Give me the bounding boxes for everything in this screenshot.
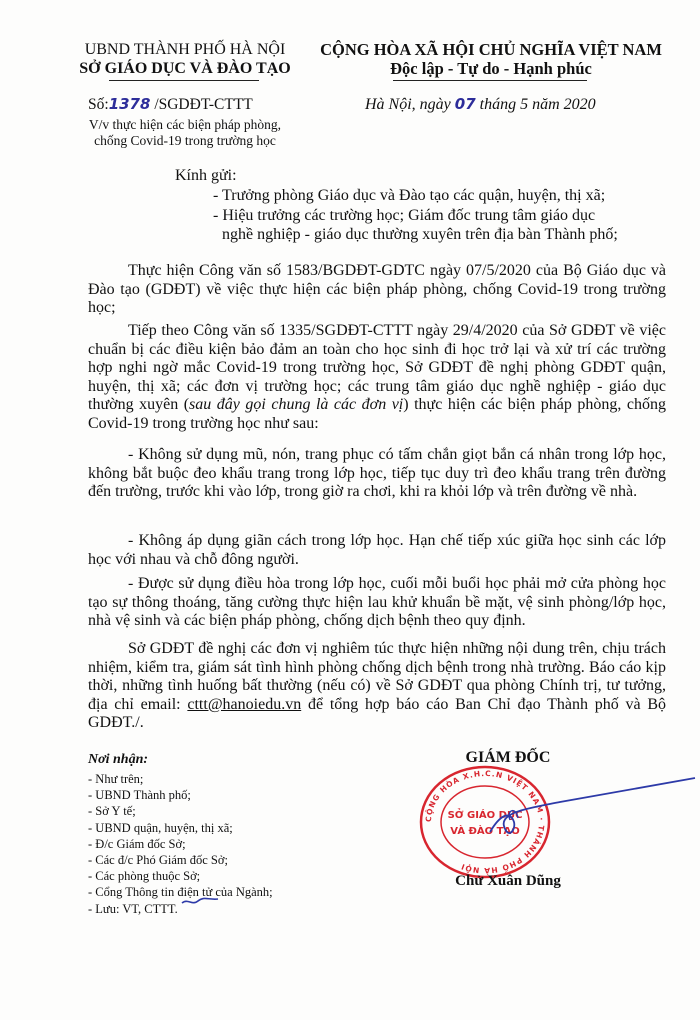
- noi-nhan-item: - Các phòng thuộc Sở;: [88, 869, 201, 884]
- noi-nhan-item: - UBND quận, huyện, thị xã;: [88, 820, 233, 835]
- number-handwritten: 1378: [108, 95, 151, 113]
- national-heading: [296, 40, 686, 78]
- org-line-1: UBND THÀNH PHỐ HÀ NỘI: [84, 41, 286, 58]
- signer-title: GIÁM ĐỐC: [465, 749, 551, 766]
- paragraph-4: - Không áp dụng giãn cách trong lớp học. Hạn chế tiếp xúc giữa học sinh các lớp học với nhau và chỗ đông người.: [88, 532, 666, 568]
- document-date: [365, 95, 596, 114]
- recipient-item-2-line-1: - Hiệu trưởng các trường học; Giám đốc trung tâm giáo dục: [213, 207, 596, 224]
- date-prefix: Hà Nội, ngày: [365, 96, 455, 113]
- number-suffix: /SGDĐT-CTTT: [150, 96, 253, 113]
- subject-line-1: V/v thực hiện các biện pháp phòng,: [88, 117, 282, 132]
- org-underline: [109, 80, 259, 81]
- paragraph-2-text-b: ) thực hiện các biện pháp phòng, chống Covid-19 trong trường học như sau:: [88, 396, 667, 432]
- subject-line-2: chống Covid-19 trong trường học: [94, 133, 276, 148]
- noi-nhan-item: - Cổng Thông tin điện tử của Ngành;: [88, 885, 273, 900]
- paragraph-2-text-a: Tiếp theo Công văn số 1335/SGDĐT-CTTT ngày 29/4/2020 của Sở GDĐT về việc chuẩn bị các điều kiện bảo đảm an toàn cho học sinh đi học trở lại và xử trí các trường hợp nghi ngờ mắc Covid-19 trong trường học, Sở GDĐT đề nghị phòng GDĐT quận, huyện, thị xã; các đơn vị trường học; các trung tâm giáo dục nghề nghiệp - giáo dục thường xuyên (: [88, 322, 666, 413]
- date-suffix: tháng 5 năm 2020: [475, 96, 596, 113]
- signer-name: Chử Xuân Dũng: [455, 873, 561, 889]
- paragraph-6-text-a: Sở GDĐT đề nghị các đơn vị nghiêm túc thực hiện những nội dung trên, chịu trách nhiệm, kiểm tra, giám sát tình hình phòng chống dịch bệnh trong nhà trường. Báo cáo kịp thời, những tình huống bất thường (nếu có) về Sở GDĐT qua phòng Chính trị, tư tưởng, địa chỉ email:: [88, 640, 666, 713]
- noi-nhan-item: - Đ/c Giám đốc Sở;: [88, 836, 186, 851]
- initial-scribble: [180, 894, 220, 908]
- recipient-item-1: - Trưởng phòng Giáo dục và Đào tạo các quận, huyện, thị xã;: [213, 187, 606, 204]
- noi-nhan-item: - Các đ/c Phó Giám đốc Sở;: [88, 853, 228, 868]
- document-number: [88, 95, 253, 114]
- recipient-item-2-line-2: nghề nghiệp - giáo dục thường xuyên trên địa bàn Thành phố;: [222, 226, 618, 243]
- noi-nhan-item: - Lưu: VT, CTTT.: [88, 901, 178, 916]
- paragraph-3: - Không sử dụng mũ, nón, trang phục có tấm chắn giọt bắn cá nhân trong lớp học, không bắt buộc đeo khẩu trang trong lớp học, tiếp tục duy trì đeo khẩu trang trên đường đến trường, trước khi vào lớp, trong giờ ra chơi, khi ra khỏi lớp và trên đường về nhà.: [88, 446, 666, 500]
- paragraph-6: [88, 640, 666, 733]
- org-line-2: SỞ GIÁO DỤC VÀ ĐÀO TẠO: [79, 60, 291, 77]
- stamp-center-line-2: VÀ ĐÀO TẠO: [450, 826, 520, 837]
- date-handwritten: 07: [454, 95, 476, 113]
- nation-line-2: Độc lập - Tự do - Hạnh phúc: [390, 59, 592, 78]
- kinh-gui-label: Kính gửi:: [175, 167, 237, 184]
- email-link[interactable]: cttt@hanoiedu.vn: [187, 695, 302, 713]
- issuing-organization: [60, 40, 310, 78]
- stamp-center-line-1: SỞ GIÁO DỤC: [447, 810, 523, 821]
- noi-nhan-item: - Sở Y tế;: [88, 804, 136, 819]
- motto-underline: [393, 80, 587, 81]
- noi-nhan-item: - Như trên;: [88, 772, 144, 786]
- handwritten-signature: [470, 760, 700, 860]
- document-subject: [60, 117, 310, 149]
- paragraph-2-italic: sau đây gọi chung là các đơn vị: [189, 396, 404, 413]
- paragraph-2: [88, 322, 666, 433]
- paragraph-6-text-b: để tổng hợp báo cáo Ban Chỉ đạo Thành phố và Bộ GDĐT./.: [88, 695, 667, 731]
- paragraph-1: Thực hiện Công văn số 1583/BGDĐT-GDTC ngày 07/5/2020 của Bộ Giáo dục và Đào tạo (GDĐT) về việc thực hiện các biện pháp phòng, chống Covid-19 trong trường học;: [88, 262, 666, 316]
- noi-nhan-title: Nơi nhận:: [88, 752, 149, 767]
- noi-nhan-item: - UBND Thành phố;: [88, 788, 191, 803]
- nation-line-1: CỘNG HÒA XÃ HỘI CHỦ NGHĨA VIỆT NAM: [320, 40, 662, 59]
- paragraph-5: - Được sử dụng điều hòa trong lớp học, cuối mỗi buổi học phải mở cửa phòng học tạo sự thông thoáng, tăng cường thực hiện lau khử khuẩn bề mặt, vệ sinh phòng/lớp học, nhà vệ sinh và các biện pháp phòng, chống dịch bệnh theo quy định.: [88, 575, 666, 629]
- number-prefix: Số:: [88, 96, 109, 113]
- stamp-ring-text: CỘNG HÒA X.H.C.N VIỆT NAM · THÀNH PHỐ HÀ NỘI: [423, 768, 547, 876]
